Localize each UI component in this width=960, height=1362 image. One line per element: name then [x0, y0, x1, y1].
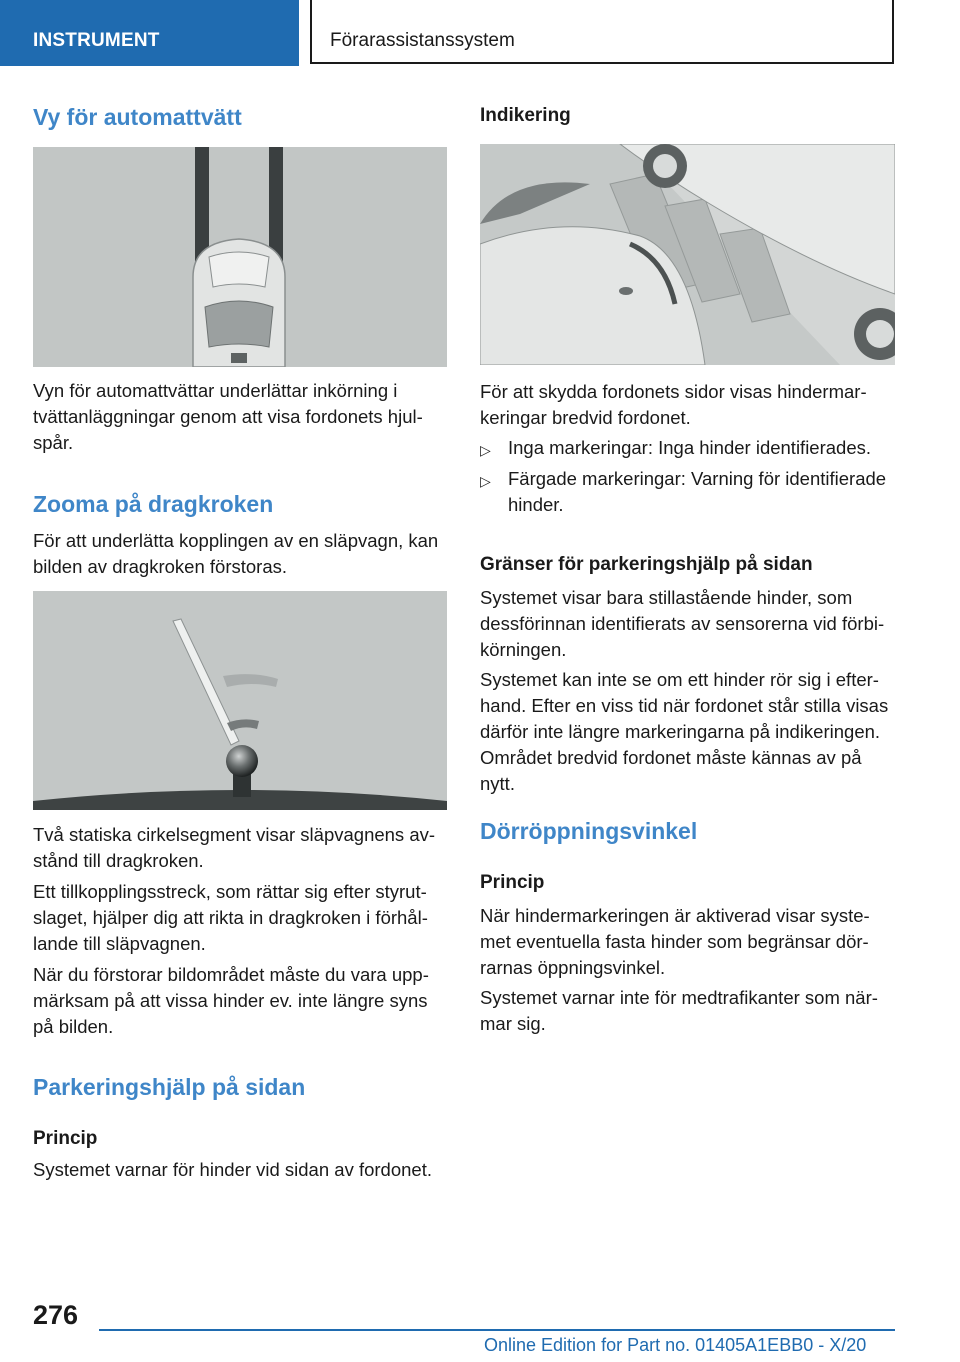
text-line: mar sig.: [480, 1013, 546, 1034]
edition-note: Online Edition for Part no. 01405A1EBB0 - X/20: [484, 1335, 867, 1355]
paragraph-limits-2: [480, 667, 896, 797]
text-line: på bilden.: [33, 1016, 114, 1037]
text-line: rarnas öppningsvinkel.: [480, 957, 666, 978]
section-title: INSTRUMENT: [33, 30, 160, 51]
heading-indication: Indikering: [480, 105, 571, 126]
section-tab: [0, 0, 299, 66]
text-line: bilden av dragkroken förstoras.: [33, 556, 287, 577]
text-line: För att underlätta kopplingen av en släpvagn, kan: [33, 530, 439, 551]
text-line: spår.: [33, 432, 74, 453]
heading-zoom-tow-hitch: Zooma på dragkroken: [33, 491, 274, 517]
page-number: 276: [33, 1300, 79, 1330]
footer-divider: [99, 1329, 895, 1331]
paragraph-hitch-line: [33, 879, 451, 957]
paragraph-enlarge: [33, 962, 451, 1040]
paragraph-door-1: [480, 903, 896, 981]
text-line: nytt.: [480, 773, 515, 794]
text-line: Vyn för automattvättar underlättar inkörning i: [33, 380, 398, 401]
car-wash-figure: [33, 147, 447, 367]
text-line: lande till släpvagnen.: [33, 933, 206, 954]
text-line: Området bredvid fordonet måste kännas av på: [480, 747, 862, 768]
text-line: Färgade markeringar: Varning för identifierade: [508, 468, 887, 489]
text-line: märksam på att vissa hinder ev. inte längre syns: [33, 990, 428, 1011]
text-line: stånd till dragkroken.: [33, 850, 204, 871]
text-line: Systemet varnar inte för medtrafikanter som när-: [480, 987, 878, 1008]
triangle-bullet-icon: ▷: [480, 473, 491, 489]
chapter-tab: [310, 0, 894, 64]
text-line: När hindermarkeringen är aktiverad visar syste-: [480, 905, 870, 926]
paragraph-principle: Systemet varnar för hinder vid sidan av fordonet.: [33, 1159, 432, 1180]
text-line: körningen.: [480, 639, 567, 660]
chapter-title: Förarassistanssystem: [330, 30, 515, 51]
tow-hitch-figure: [33, 591, 447, 810]
heading-limits: Gränser för parkeringshjälp på sidan: [480, 554, 813, 575]
text-line: met eventuella fasta hinder som begränsar dör-: [480, 931, 869, 952]
text-line: dessförinnan identifierats av sensorerna vid förbi-: [480, 613, 885, 634]
paragraph-zoom: [33, 528, 451, 580]
heading-door-opening-angle: Dörröppningsvinkel: [480, 818, 698, 844]
heading-side-parking-assist: Parkeringshjälp på sidan: [33, 1074, 306, 1100]
text-line: När du förstorar bildområdet måste du vara upp-: [33, 964, 429, 985]
text-line: Ett tillkopplingsstreck, som rättar sig efter styrut-: [33, 881, 427, 902]
list-item-text: [508, 435, 898, 461]
text-line: Inga markeringar: Inga hinder identifierades.: [508, 437, 872, 458]
text-line: Systemet visar bara stillastående hinder, som: [480, 587, 853, 608]
list-item-text: [508, 466, 898, 518]
heading-car-wash-view: Vy för automattvätt: [33, 104, 242, 130]
text-line: Två statiska cirkelsegment visar släpvagnens av-: [33, 824, 436, 845]
text-line: keringar bredvid fordonet.: [480, 407, 691, 428]
text-line: tvättanläggningar genom att visa fordonets hjul-: [33, 406, 423, 427]
paragraph-car-wash: [33, 378, 451, 456]
heading-principle-door: Princip: [480, 872, 545, 893]
paragraph-door-2: [480, 985, 896, 1037]
text-line: För att skydda fordonets sidor visas hindermar-: [480, 381, 867, 402]
triangle-bullet-icon: ▷: [480, 442, 491, 458]
text-line: hinder.: [508, 494, 564, 515]
paragraph-limits-1: [480, 585, 896, 663]
text-line: hand. Efter en viss tid när fordonet står stilla visas: [480, 695, 889, 716]
side-parking-figure: [480, 144, 895, 365]
text-line: slaget, hjälper dig att rikta in dragkroken i förhål-: [33, 907, 428, 928]
paragraph-protect-sides: [480, 379, 896, 431]
paragraph-segments: [33, 822, 451, 874]
text-line: Systemet kan inte se om ett hinder rör sig i efter-: [480, 669, 879, 690]
text-line: därför inte längre markeringarna på indikeringen.: [480, 721, 881, 742]
heading-principle: Princip: [33, 1128, 98, 1149]
